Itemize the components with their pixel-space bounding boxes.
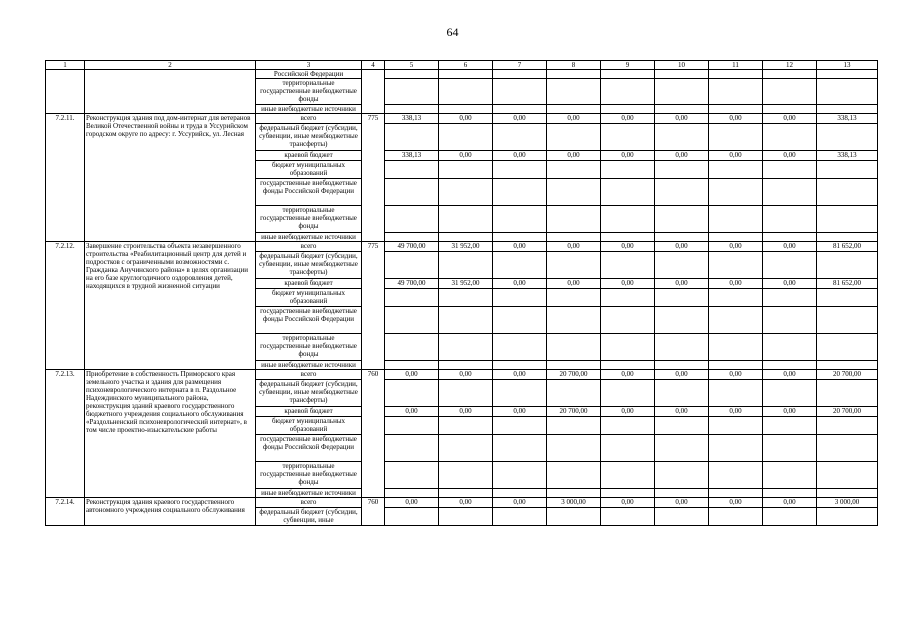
value-cell	[439, 206, 493, 233]
value-cell	[709, 307, 763, 334]
value-cell	[817, 79, 878, 105]
value-cell	[547, 233, 601, 242]
value-cell	[439, 289, 493, 307]
value-cell	[547, 417, 601, 435]
value-cell	[655, 206, 709, 233]
value-cell	[439, 435, 493, 462]
column-header: 6	[439, 61, 493, 70]
value-cell	[763, 508, 817, 526]
value-cell	[709, 462, 763, 489]
value-cell	[493, 161, 547, 179]
value-cell	[439, 361, 493, 370]
value-cell	[655, 105, 709, 114]
value-cell	[385, 462, 439, 489]
value-cell	[601, 79, 655, 105]
value-cell	[547, 508, 601, 526]
value-cell	[655, 334, 709, 361]
value-cell	[493, 124, 547, 151]
value-cell: 0,00	[763, 498, 817, 508]
value-cell	[763, 462, 817, 489]
item-name-cell	[85, 70, 256, 114]
value-cell: 0,00	[655, 498, 709, 508]
value-cell	[655, 361, 709, 370]
value-cell	[655, 508, 709, 526]
value-cell	[439, 334, 493, 361]
value-cell: 3 000,00	[547, 498, 601, 508]
value-cell	[709, 417, 763, 435]
funding-source: всего	[256, 370, 362, 380]
value-cell	[439, 70, 493, 79]
value-cell	[817, 161, 878, 179]
value-cell	[817, 289, 878, 307]
value-cell	[601, 435, 655, 462]
value-cell	[655, 179, 709, 206]
value-cell	[709, 161, 763, 179]
value-cell: 0,00	[601, 242, 655, 252]
funding-source: краевой бюджет	[256, 151, 362, 161]
value-cell	[385, 417, 439, 435]
value-cell	[493, 508, 547, 526]
funding-source: бюджет муниципальных образований	[256, 289, 362, 307]
funding-source: иные внебюджетные источники	[256, 233, 362, 242]
row-number: 7.2.13.	[46, 370, 85, 498]
value-cell	[385, 435, 439, 462]
row-number: 7.2.12.	[46, 242, 85, 370]
value-cell	[763, 79, 817, 105]
value-cell: 0,00	[655, 370, 709, 380]
value-cell	[493, 79, 547, 105]
value-cell	[547, 206, 601, 233]
value-cell: 0,00	[655, 151, 709, 161]
value-cell: 338,13	[817, 151, 878, 161]
value-cell	[385, 252, 439, 279]
value-cell	[493, 380, 547, 407]
value-cell: 0,00	[385, 370, 439, 380]
value-cell: 0,00	[763, 151, 817, 161]
value-cell	[547, 307, 601, 334]
funding-source: федеральный бюджет (субсидии, субвенции, иные межбюджетные трансферты)	[256, 124, 362, 151]
value-cell: 0,00	[493, 114, 547, 124]
value-cell	[439, 508, 493, 526]
value-cell: 49 700,00	[385, 242, 439, 252]
value-cell	[493, 105, 547, 114]
column-header: 3	[256, 61, 362, 70]
value-cell	[817, 361, 878, 370]
value-cell: 338,13	[385, 151, 439, 161]
funding-source: иные внебюджетные источники	[256, 489, 362, 498]
funding-source: территориальные государственные внебюджетные фонды	[256, 79, 362, 105]
value-cell	[493, 179, 547, 206]
value-cell	[763, 289, 817, 307]
value-cell: 0,00	[493, 242, 547, 252]
value-cell	[817, 252, 878, 279]
value-cell	[817, 307, 878, 334]
value-cell	[817, 179, 878, 206]
row-number: 7.2.11.	[46, 114, 85, 242]
code-cell: 775	[362, 114, 385, 242]
value-cell	[385, 105, 439, 114]
code-cell	[362, 70, 385, 114]
value-cell	[709, 289, 763, 307]
value-cell: 0,00	[709, 114, 763, 124]
value-cell	[817, 334, 878, 361]
value-cell	[817, 462, 878, 489]
value-cell	[655, 489, 709, 498]
column-header: 11	[709, 61, 763, 70]
value-cell	[385, 70, 439, 79]
value-cell: 0,00	[601, 498, 655, 508]
value-cell: 31 952,00	[439, 279, 493, 289]
value-cell	[547, 124, 601, 151]
value-cell: 0,00	[601, 279, 655, 289]
value-cell	[439, 79, 493, 105]
value-cell	[655, 307, 709, 334]
value-cell	[601, 179, 655, 206]
value-cell	[385, 489, 439, 498]
value-cell	[655, 435, 709, 462]
value-cell	[601, 307, 655, 334]
value-cell	[601, 289, 655, 307]
value-cell	[385, 79, 439, 105]
value-cell	[709, 233, 763, 242]
value-cell	[493, 289, 547, 307]
value-cell	[817, 70, 878, 79]
value-cell	[493, 206, 547, 233]
value-cell	[493, 70, 547, 79]
funding-source: федеральный бюджет (субсидии, субвенции, иные	[256, 508, 362, 526]
value-cell: 3 000,00	[817, 498, 878, 508]
value-cell	[547, 79, 601, 105]
value-cell: 0,00	[439, 151, 493, 161]
value-cell: 338,13	[817, 114, 878, 124]
funding-source: территориальные государственные внебюджетные фонды	[256, 334, 362, 361]
item-name: Реконструкция здания под дом-интернат для ветеранов Великой Отечественной войны и труда в Уссурийском городском округе по адресу: г. Уссурийск, ул. Лесная	[85, 114, 256, 242]
value-cell: 0,00	[601, 114, 655, 124]
value-cell	[601, 361, 655, 370]
funding-source: федеральный бюджет (субсидии, субвенции, иные межбюджетные трансферты)	[256, 252, 362, 279]
value-cell	[493, 307, 547, 334]
value-cell	[763, 361, 817, 370]
table-row	[46, 70, 878, 79]
value-cell: 20 700,00	[547, 407, 601, 417]
value-cell: 20 700,00	[817, 370, 878, 380]
table-row	[46, 498, 878, 508]
value-cell: 0,00	[655, 279, 709, 289]
value-cell	[709, 435, 763, 462]
value-cell: 0,00	[493, 279, 547, 289]
value-cell	[547, 489, 601, 498]
value-cell	[547, 334, 601, 361]
value-cell	[547, 462, 601, 489]
funding-source: Российской Федерации	[256, 70, 362, 79]
table-row	[46, 370, 878, 380]
value-cell	[763, 489, 817, 498]
value-cell	[493, 361, 547, 370]
value-cell	[601, 489, 655, 498]
value-cell	[817, 105, 878, 114]
column-header: 2	[85, 61, 256, 70]
funding-source: государственные внебюджетные фонды Российской Федерации	[256, 179, 362, 206]
header-row	[46, 61, 878, 70]
value-cell	[493, 252, 547, 279]
value-cell: 0,00	[547, 114, 601, 124]
value-cell	[655, 161, 709, 179]
value-cell: 0,00	[709, 151, 763, 161]
value-cell	[547, 105, 601, 114]
item-name: Приобретение в собственность Приморского края земельного участка и здания для размещения психоневрологического интерната в п. Раздольное Надеждинского муниципального района, реконструкция зданий краевого государственного бюджетного учреждения социального обслуживания «Раздольненский психоневрологический интернат», в том числе проектно-изыскательские работы	[85, 370, 256, 498]
value-cell	[655, 462, 709, 489]
funding-source: бюджет муниципальных образований	[256, 161, 362, 179]
value-cell	[763, 252, 817, 279]
value-cell	[763, 233, 817, 242]
value-cell	[439, 252, 493, 279]
value-cell	[763, 435, 817, 462]
value-cell	[601, 206, 655, 233]
value-cell	[763, 105, 817, 114]
value-cell: 0,00	[439, 498, 493, 508]
value-cell: 0,00	[439, 114, 493, 124]
value-cell	[385, 508, 439, 526]
value-cell: 0,00	[709, 407, 763, 417]
row-number: 7.2.14.	[46, 498, 85, 526]
column-header: 9	[601, 61, 655, 70]
value-cell	[817, 435, 878, 462]
value-cell	[547, 252, 601, 279]
funding-source: краевой бюджет	[256, 279, 362, 289]
value-cell: 338,13	[385, 114, 439, 124]
value-cell: 0,00	[493, 370, 547, 380]
value-cell	[601, 462, 655, 489]
value-cell	[709, 70, 763, 79]
value-cell: 0,00	[763, 407, 817, 417]
value-cell	[547, 289, 601, 307]
value-cell: 0,00	[385, 498, 439, 508]
funding-source: всего	[256, 114, 362, 124]
value-cell	[385, 334, 439, 361]
value-cell	[385, 289, 439, 307]
value-cell: 0,00	[601, 151, 655, 161]
column-header: 5	[385, 61, 439, 70]
page-number: 64	[446, 25, 459, 39]
value-cell	[601, 161, 655, 179]
funding-source: краевой бюджет	[256, 407, 362, 417]
value-cell	[601, 124, 655, 151]
column-header: 7	[493, 61, 547, 70]
value-cell: 0,00	[493, 407, 547, 417]
value-cell	[817, 380, 878, 407]
value-cell	[439, 161, 493, 179]
value-cell	[601, 233, 655, 242]
value-cell: 0,00	[655, 242, 709, 252]
value-cell	[763, 161, 817, 179]
funding-source: иные внебюджетные источники	[256, 105, 362, 114]
value-cell	[763, 380, 817, 407]
value-cell: 0,00	[655, 114, 709, 124]
value-cell	[709, 334, 763, 361]
value-cell	[601, 417, 655, 435]
value-cell: 0,00	[763, 279, 817, 289]
value-cell	[709, 206, 763, 233]
value-cell	[601, 380, 655, 407]
funding-source: всего	[256, 498, 362, 508]
budget-table	[45, 60, 878, 526]
value-cell	[385, 206, 439, 233]
item-name: Реконструкция здания краевого государственного автономного учреждения социального обслуживания	[85, 498, 256, 526]
value-cell: 0,00	[385, 407, 439, 417]
column-header: 10	[655, 61, 709, 70]
value-cell	[655, 380, 709, 407]
value-cell	[655, 417, 709, 435]
funding-source: всего	[256, 242, 362, 252]
value-cell	[655, 79, 709, 105]
table-row	[46, 242, 878, 252]
value-cell	[385, 233, 439, 242]
value-cell	[709, 252, 763, 279]
value-cell	[385, 307, 439, 334]
value-cell	[385, 161, 439, 179]
value-cell	[385, 361, 439, 370]
funding-source: территориальные государственные внебюджетные фонды	[256, 206, 362, 233]
value-cell	[817, 124, 878, 151]
value-cell	[493, 233, 547, 242]
value-cell: 81 652,00	[817, 242, 878, 252]
value-cell	[547, 161, 601, 179]
value-cell	[763, 417, 817, 435]
value-cell	[493, 334, 547, 361]
value-cell: 0,00	[439, 407, 493, 417]
funding-source: территориальные государственные внебюджетные фонды	[256, 462, 362, 489]
value-cell	[439, 233, 493, 242]
value-cell: 81 652,00	[817, 279, 878, 289]
value-cell	[709, 105, 763, 114]
code-cell: 760	[362, 370, 385, 498]
row-number-cell	[46, 70, 85, 114]
funding-source: федеральный бюджет (субсидии, субвенции, иные межбюджетные трансферты)	[256, 380, 362, 407]
value-cell	[709, 124, 763, 151]
value-cell: 0,00	[439, 370, 493, 380]
value-cell	[763, 307, 817, 334]
value-cell	[601, 508, 655, 526]
value-cell: 0,00	[493, 498, 547, 508]
value-cell: 0,00	[493, 151, 547, 161]
value-cell	[439, 307, 493, 334]
value-cell	[493, 417, 547, 435]
funding-source: бюджет муниципальных образований	[256, 417, 362, 435]
column-header: 8	[547, 61, 601, 70]
value-cell	[547, 361, 601, 370]
value-cell: 0,00	[709, 498, 763, 508]
table-row	[46, 114, 878, 124]
value-cell	[493, 489, 547, 498]
column-header: 13	[817, 61, 878, 70]
code-cell: 760	[362, 498, 385, 526]
value-cell: 0,00	[655, 407, 709, 417]
value-cell	[817, 206, 878, 233]
value-cell	[385, 380, 439, 407]
value-cell	[439, 124, 493, 151]
value-cell	[439, 380, 493, 407]
value-cell	[547, 70, 601, 79]
value-cell	[439, 179, 493, 206]
value-cell	[763, 179, 817, 206]
code-cell: 775	[362, 242, 385, 370]
value-cell: 0,00	[709, 370, 763, 380]
value-cell	[709, 380, 763, 407]
value-cell	[709, 489, 763, 498]
value-cell: 0,00	[601, 370, 655, 380]
value-cell	[385, 124, 439, 151]
value-cell	[655, 70, 709, 79]
value-cell	[385, 179, 439, 206]
value-cell	[439, 417, 493, 435]
value-cell	[493, 462, 547, 489]
value-cell	[763, 206, 817, 233]
value-cell: 0,00	[763, 114, 817, 124]
value-cell	[439, 489, 493, 498]
value-cell	[655, 252, 709, 279]
value-cell	[439, 462, 493, 489]
value-cell	[547, 179, 601, 206]
value-cell	[763, 124, 817, 151]
value-cell	[817, 508, 878, 526]
value-cell: 0,00	[709, 279, 763, 289]
value-cell	[709, 79, 763, 105]
value-cell	[439, 105, 493, 114]
value-cell: 0,00	[547, 242, 601, 252]
value-cell: 0,00	[763, 242, 817, 252]
value-cell	[547, 380, 601, 407]
column-header: 4	[362, 61, 385, 70]
value-cell: 20 700,00	[547, 370, 601, 380]
value-cell	[655, 289, 709, 307]
value-cell: 0,00	[547, 279, 601, 289]
value-cell	[709, 179, 763, 206]
item-name: Завершение строительства объекта незавершенного строительства «Реабилитационный центр для детей и подростков с ограниченными возможностями с. Гражданка Анучинского района» в целях организации на его базе круглогодичного оздоровления детей, находящихся в трудной жизненной ситуации	[85, 242, 256, 370]
value-cell	[709, 361, 763, 370]
value-cell	[601, 70, 655, 79]
value-cell	[547, 435, 601, 462]
value-cell	[655, 233, 709, 242]
value-cell	[601, 252, 655, 279]
funding-source: государственные внебюджетные фонды Российской Федерации	[256, 435, 362, 462]
value-cell	[493, 435, 547, 462]
column-header: 1	[46, 61, 85, 70]
value-cell: 20 700,00	[817, 407, 878, 417]
value-cell	[601, 334, 655, 361]
funding-source: государственные внебюджетные фонды Российской Федерации	[256, 307, 362, 334]
value-cell	[817, 489, 878, 498]
value-cell: 0,00	[601, 407, 655, 417]
funding-source: иные внебюджетные источники	[256, 361, 362, 370]
value-cell: 31 952,00	[439, 242, 493, 252]
value-cell	[601, 105, 655, 114]
value-cell: 0,00	[547, 151, 601, 161]
value-cell	[763, 70, 817, 79]
value-cell	[763, 334, 817, 361]
value-cell	[709, 508, 763, 526]
column-header: 12	[763, 61, 817, 70]
value-cell: 0,00	[763, 370, 817, 380]
value-cell	[817, 417, 878, 435]
value-cell	[817, 233, 878, 242]
value-cell	[655, 124, 709, 151]
value-cell: 49 700,00	[385, 279, 439, 289]
value-cell: 0,00	[709, 242, 763, 252]
